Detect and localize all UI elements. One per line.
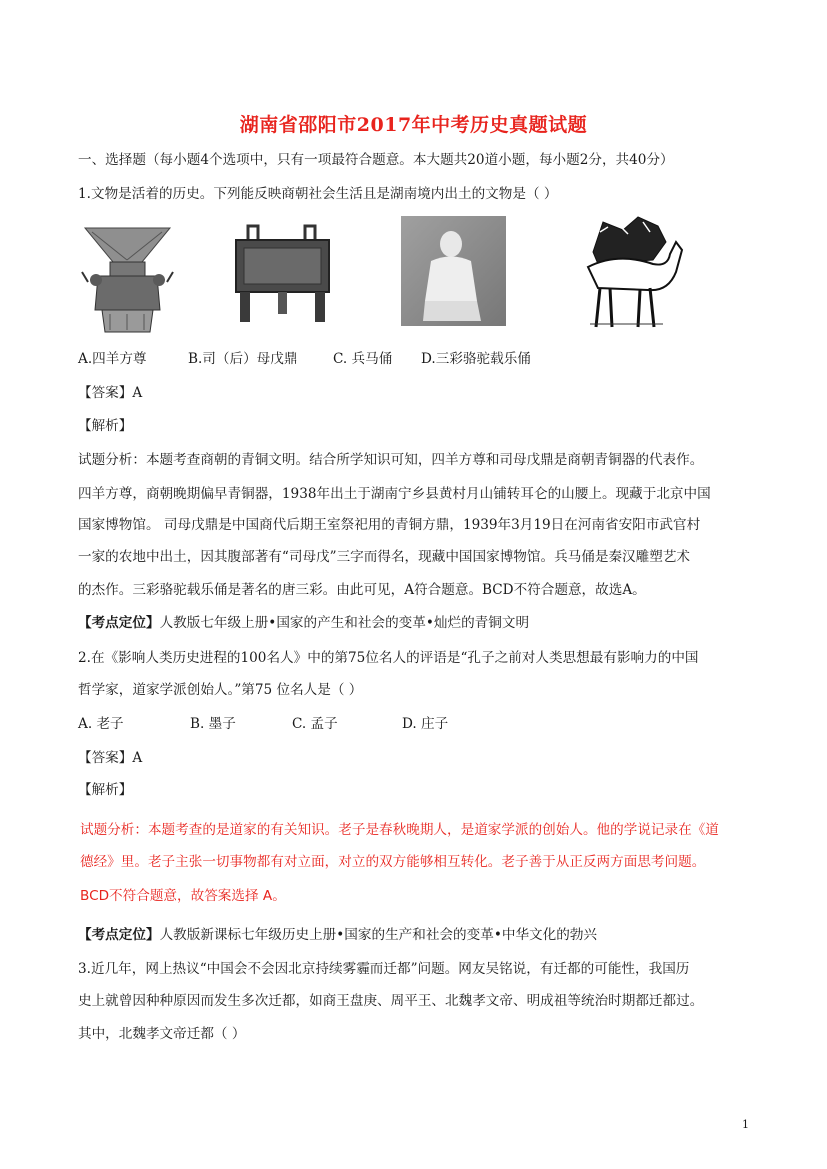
q2-analysis-line: 德经》里。老子主张一切事物都有对立面，对立的双方能够相互转化。老子善于从正反两方面思考问题。 bbox=[80, 854, 706, 870]
question-3-stem: 3.近几年，网上热议“中国会不会因北京持续雾霾而迁都”问题。网友吴铭说，有迁都的可能性，我国历 bbox=[78, 961, 690, 977]
page-title: 湖南省邵阳市2017年中考历史真题试题 bbox=[239, 114, 588, 136]
question-2-options bbox=[78, 714, 448, 734]
q1-answer: 【答案】A bbox=[78, 385, 143, 401]
question-1-options bbox=[78, 349, 531, 369]
q1-analysis-line: 一家的农地中出土，因其腹部著有“司母戊”三字而得名，现藏中国国家博物馆。兵马俑是秦汉雕塑艺术 bbox=[78, 549, 691, 565]
tri-color-camel-image bbox=[578, 212, 688, 332]
q2-option-d[interactable]: D. 庄子 bbox=[402, 716, 449, 732]
question-1-stem: 1.文物是活着的历史。下列能反映商朝社会生活且是湖南境内出土的文物是（ ） bbox=[78, 186, 558, 202]
q1-analysis-line: 的杰作。三彩骆驼载乐俑是著名的唐三彩。由此可见，A符合题意。BCD不符合题意，故选A。 bbox=[78, 582, 646, 598]
q2-option-c[interactable]: C. 孟子 bbox=[292, 716, 338, 732]
q1-kaodian-text: 人教版七年级上册•国家的产生和社会的变革•灿烂的青铜文明 bbox=[159, 615, 530, 631]
section-heading: 一、选择题（每小题4个选项中，只有一项最符合题意。本大题共20道小题，每小题2分，共40分） bbox=[78, 152, 674, 168]
q2-analysis-line: BCD不符合题意，故答案选择 A。 bbox=[80, 888, 286, 904]
q1-analysis-line: 四羊方尊，商朝晚期偏早青铜器，1938年出土于湖南宁乡县黄村月山铺转耳仑的山腰上。现藏于北京中国 bbox=[78, 486, 711, 502]
q1-kaodian bbox=[78, 613, 529, 633]
terracotta-warrior-image bbox=[401, 216, 506, 326]
q2-kaodian-label: 【考点定位】 bbox=[78, 927, 160, 943]
page-number: 1 bbox=[742, 1118, 749, 1131]
q2-option-a[interactable]: A. 老子 bbox=[78, 716, 124, 732]
question-2-stem: 哲学家，道家学派创始人。”第75 位名人是（ ） bbox=[78, 682, 363, 698]
q1-option-a[interactable]: A.四羊方尊 bbox=[78, 351, 147, 367]
q1-kaodian-label: 【考点定位】 bbox=[78, 615, 160, 631]
question-3-stem: 史上就曾因种种原因而发生多次迁都，如商王盘庚、周平王、北魏孝文帝、明成祖等统治时期都迁都过。 bbox=[78, 993, 704, 1009]
question-2-stem: 2.在《影响人类历史进程的100名人》中的第75位名人的评语是“孔子之前对人类思想最有影响力的中国 bbox=[78, 650, 699, 666]
q2-kaodian-text: 人教版新课标七年级历史上册•国家的生产和社会的变革•中华文化的勃兴 bbox=[159, 927, 598, 943]
q2-kaodian bbox=[78, 925, 597, 945]
q1-option-b[interactable]: B.司（后）母戊鼎 bbox=[188, 351, 298, 367]
q1-option-d[interactable]: D.三彩骆驼载乐俑 bbox=[421, 351, 531, 367]
q2-analysis-label: 【解析】 bbox=[78, 782, 133, 798]
q2-answer: 【答案】A bbox=[78, 750, 143, 766]
q2-analysis-line: 试题分析：本题考查的是道家的有关知识。老子是春秋晚期人，是道家学派的创始人。他的学说记录在《道 bbox=[80, 822, 719, 838]
q1-analysis-line: 试题分析：本题考查商朝的青铜文明。结合所学知识可知，四羊方尊和司母戊鼎是商朝青铜器的代表作。 bbox=[78, 452, 704, 468]
question-3-stem: 其中，北魏孝文帝迁都（ ） bbox=[78, 1026, 246, 1042]
four-ram-square-zun-image bbox=[80, 222, 175, 337]
q1-analysis-line: 国家博物馆。 司母戊鼎是中国商代后期王室祭祀用的青铜方鼎，1939年3月19日在河南省安阳市武官村 bbox=[78, 517, 701, 533]
q2-option-b[interactable]: B. 墨子 bbox=[190, 716, 236, 732]
q1-option-c[interactable]: C. 兵马俑 bbox=[333, 351, 393, 367]
q1-analysis-label: 【解析】 bbox=[78, 418, 133, 434]
simuwu-ding-image bbox=[230, 222, 335, 327]
